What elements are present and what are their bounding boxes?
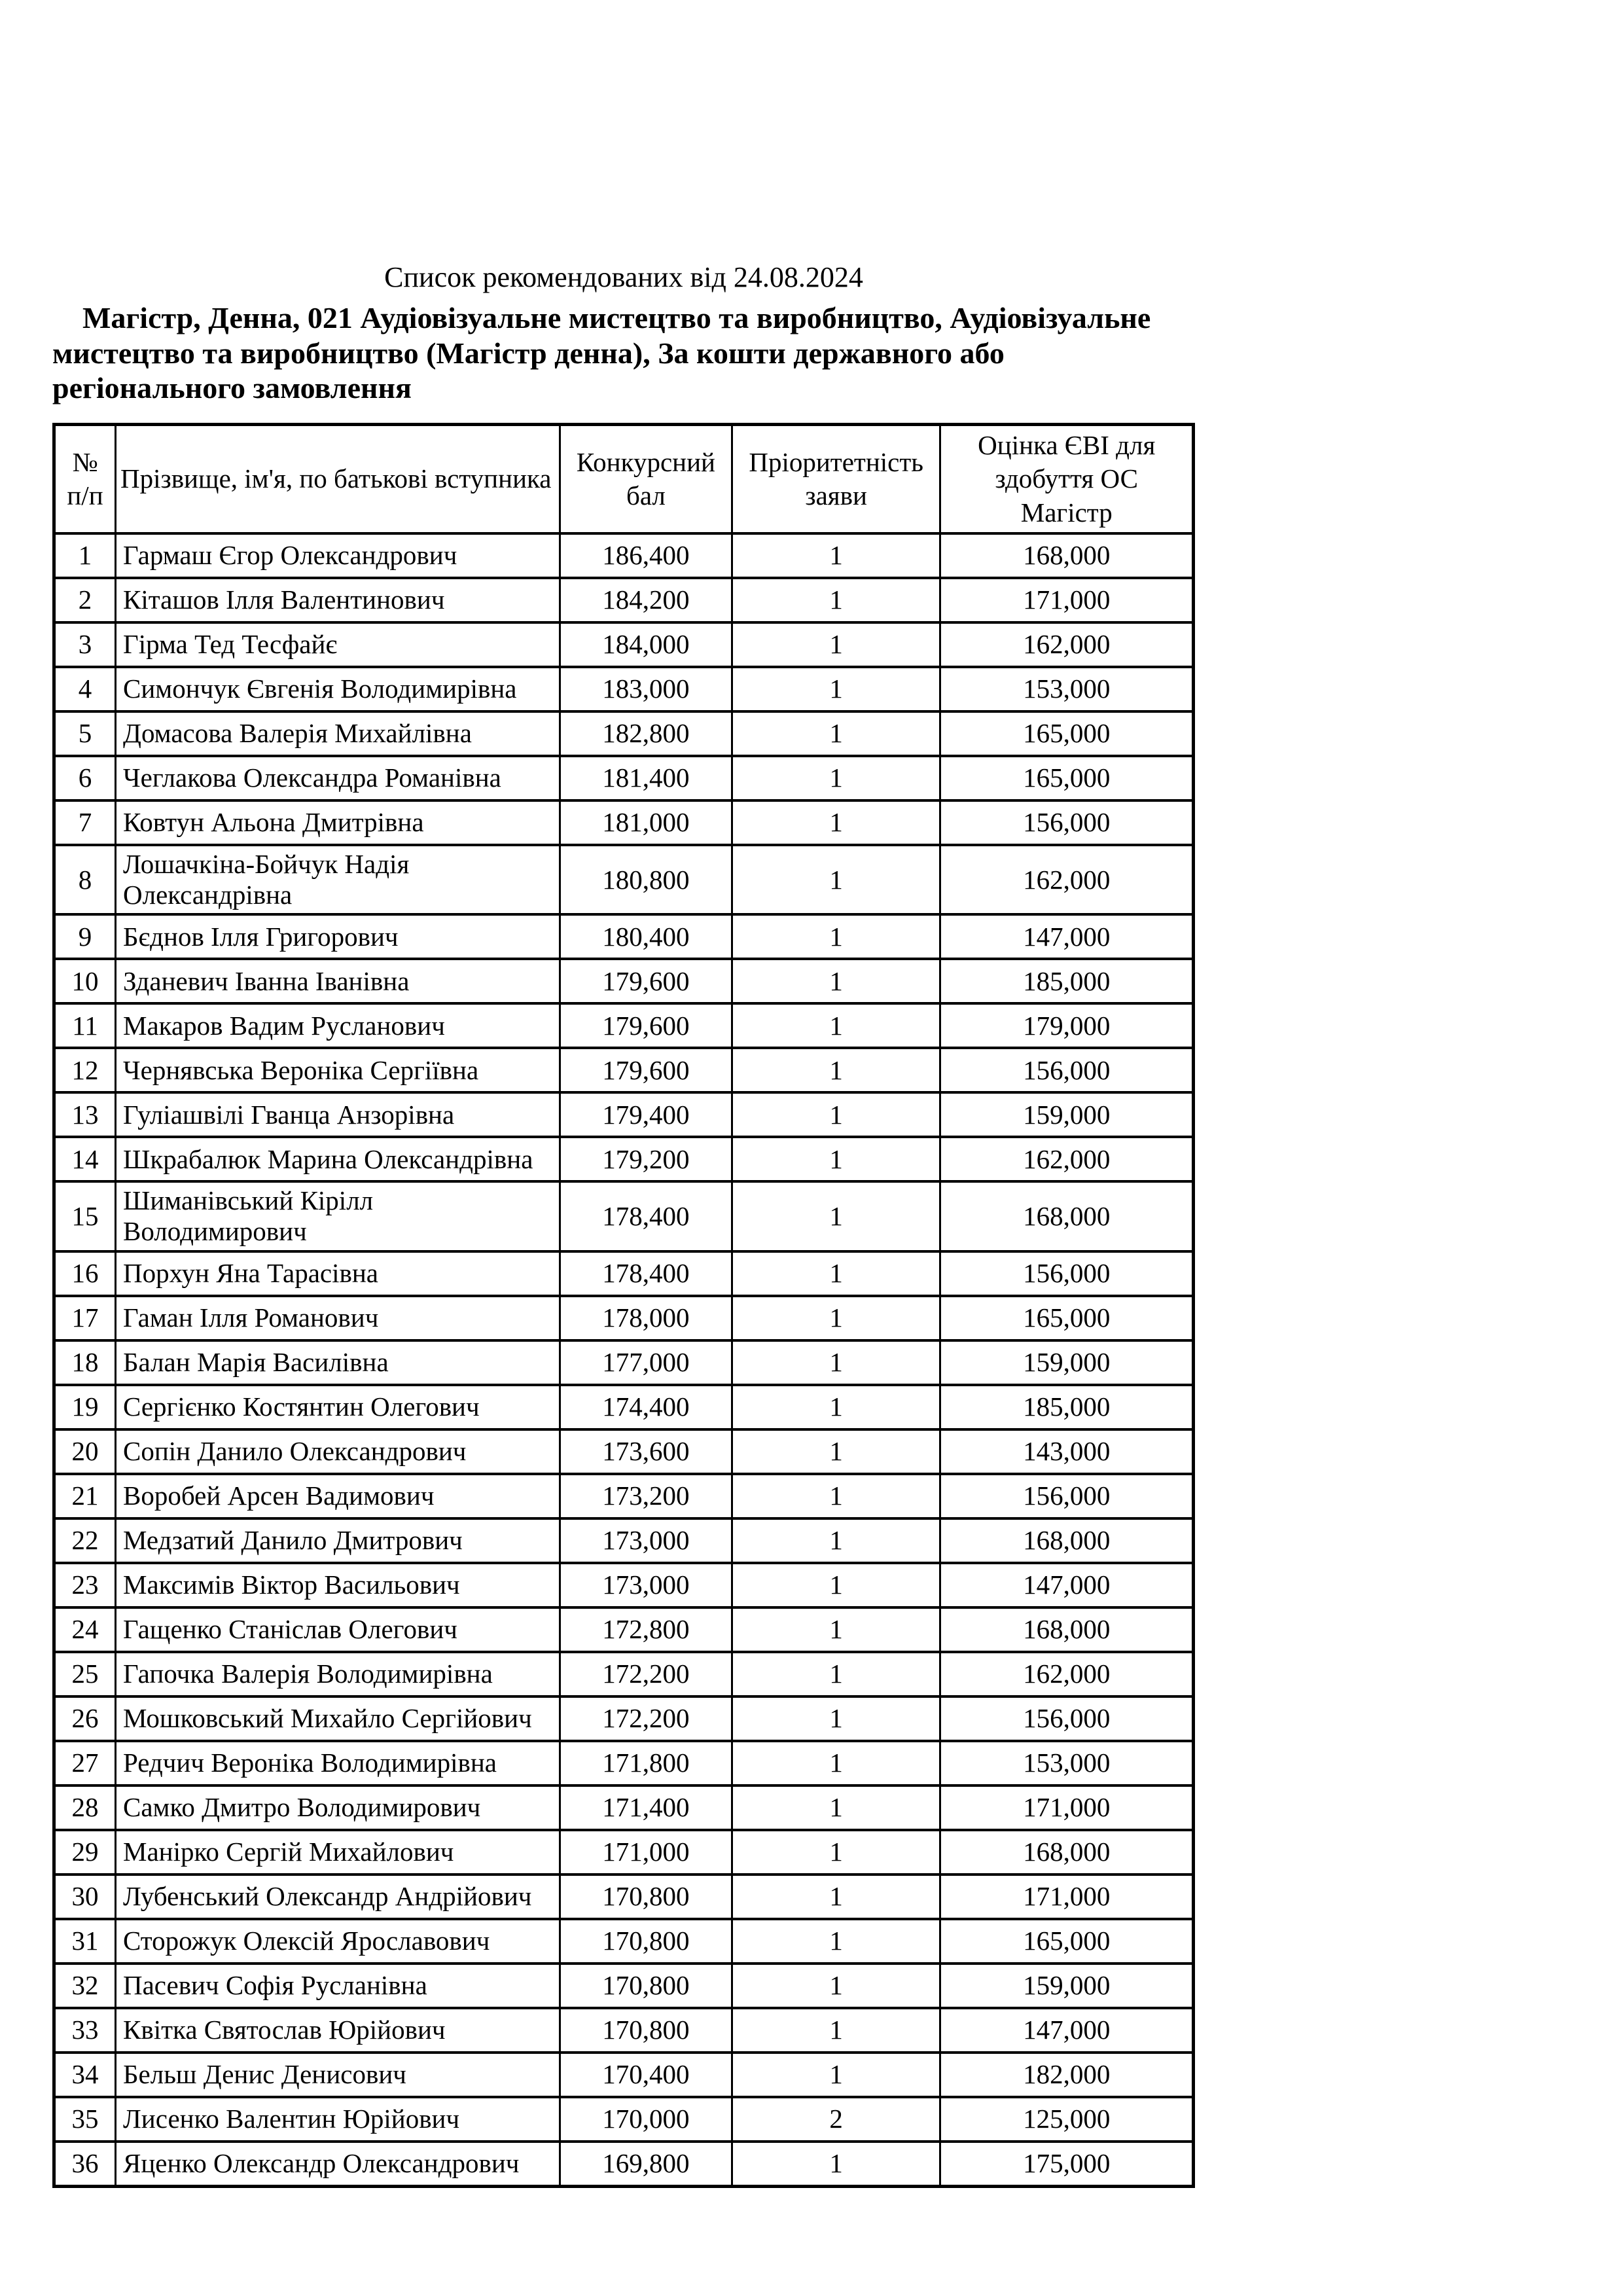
cell-name: Манірко Сергій Михайлович	[116, 1830, 560, 1874]
cell-number: 1	[54, 533, 116, 578]
cell-score: 184,200	[560, 578, 732, 622]
table-row	[54, 667, 1194, 711]
table-row	[54, 622, 1194, 667]
cell-score: 173,200	[560, 1474, 732, 1518]
cell-number: 24	[54, 1607, 116, 1652]
cell-number: 10	[54, 959, 116, 1003]
cell-score: 179,600	[560, 1003, 732, 1048]
cell-number: 17	[54, 1296, 116, 1340]
cell-score: 172,800	[560, 1607, 732, 1652]
page-subtitle: Магістр, Денна, 021 Аудіовізуальне мистецтво та виробництво, Аудіовізуальне мистецтво та виробництво (Магістр денна), За кошти державного або регіонального замовлення	[52, 300, 1151, 405]
cell-evi: 168,000	[940, 533, 1194, 578]
cell-evi: 147,000	[940, 2008, 1194, 2053]
table-row	[54, 1137, 1194, 1181]
cell-evi: 185,000	[940, 1385, 1194, 1429]
cell-number: 8	[54, 845, 116, 914]
table-row	[54, 1251, 1194, 1296]
cell-name: Гірма Тед Тесфайє	[116, 622, 560, 667]
cell-priority: 1	[732, 800, 940, 845]
cell-evi: 147,000	[940, 914, 1194, 959]
table-row	[54, 1696, 1194, 1741]
cell-evi: 156,000	[940, 1474, 1194, 1518]
cell-priority: 1	[732, 1919, 940, 1964]
column-header-name: Прізвище, ім'я, по батькові вступника	[116, 425, 560, 533]
cell-score: 179,200	[560, 1137, 732, 1181]
cell-score: 170,800	[560, 1919, 732, 1964]
cell-evi: 165,000	[940, 756, 1194, 800]
cell-name: Максимів Віктор Васильович	[116, 1563, 560, 1607]
cell-number: 36	[54, 2142, 116, 2187]
cell-priority: 1	[732, 1874, 940, 1919]
cell-priority: 1	[732, 1048, 940, 1092]
cell-name: Домасова Валерія Михайлівна	[116, 711, 560, 756]
cell-name: Мошковський Михайло Сергійович	[116, 1696, 560, 1741]
cell-number: 18	[54, 1340, 116, 1385]
cell-priority: 1	[732, 1429, 940, 1474]
cell-score: 180,800	[560, 845, 732, 914]
cell-score: 179,600	[560, 959, 732, 1003]
cell-name: Гапочка Валерія Володимирівна	[116, 1652, 560, 1696]
cell-priority: 1	[732, 533, 940, 578]
table-row	[54, 756, 1194, 800]
cell-priority: 1	[732, 2008, 940, 2053]
cell-number: 30	[54, 1874, 116, 1919]
cell-evi: 162,000	[940, 1137, 1194, 1181]
cell-evi: 165,000	[940, 1296, 1194, 1340]
cell-number: 15	[54, 1181, 116, 1251]
cell-evi: 162,000	[940, 1652, 1194, 1696]
cell-score: 170,800	[560, 1964, 732, 2008]
cell-name: Квітка Святослав Юрійович	[116, 2008, 560, 2053]
cell-evi: 156,000	[940, 1251, 1194, 1296]
cell-evi: 153,000	[940, 1741, 1194, 1785]
table-row	[54, 1385, 1194, 1429]
cell-score: 178,400	[560, 1251, 732, 1296]
cell-priority: 1	[732, 1964, 940, 2008]
cell-score: 180,400	[560, 914, 732, 959]
cell-score: 170,000	[560, 2097, 732, 2142]
cell-number: 22	[54, 1518, 116, 1563]
cell-number: 9	[54, 914, 116, 959]
cell-score: 183,000	[560, 667, 732, 711]
cell-name: Гуліашвілі Гванца Анзорівна	[116, 1092, 560, 1137]
cell-priority: 1	[732, 1741, 940, 1785]
applicants-table	[52, 423, 1195, 2187]
cell-evi: 171,000	[940, 1874, 1194, 1919]
cell-number: 12	[54, 1048, 116, 1092]
cell-evi: 162,000	[940, 622, 1194, 667]
table-row	[54, 1474, 1194, 1518]
table-row	[54, 533, 1194, 578]
cell-evi: 147,000	[940, 1563, 1194, 1607]
cell-score: 170,400	[560, 2053, 732, 2097]
cell-name: Шкрабалюк Марина Олександрівна	[116, 1137, 560, 1181]
cell-evi: 179,000	[940, 1003, 1194, 1048]
cell-priority: 1	[732, 1251, 940, 1296]
cell-number: 34	[54, 2053, 116, 2097]
table-row	[54, 1181, 1194, 1251]
table-row	[54, 1092, 1194, 1137]
cell-evi: 182,000	[940, 2053, 1194, 2097]
cell-name: Медзатий Данило Дмитрович	[116, 1518, 560, 1563]
cell-number: 16	[54, 1251, 116, 1296]
cell-priority: 1	[732, 1607, 940, 1652]
cell-priority: 1	[732, 1830, 940, 1874]
cell-evi: 156,000	[940, 1048, 1194, 1092]
cell-evi: 171,000	[940, 578, 1194, 622]
table-row	[54, 1429, 1194, 1474]
cell-number: 13	[54, 1092, 116, 1137]
cell-score: 179,400	[560, 1092, 732, 1137]
cell-evi: 143,000	[940, 1429, 1194, 1474]
cell-number: 25	[54, 1652, 116, 1696]
table-row	[54, 1340, 1194, 1385]
cell-score: 172,200	[560, 1696, 732, 1741]
cell-priority: 1	[732, 1296, 940, 1340]
cell-priority: 1	[732, 1785, 940, 1830]
cell-name: Лисенко Валентин Юрійович	[116, 2097, 560, 2142]
table-row	[54, 1964, 1194, 2008]
cell-score: 171,800	[560, 1741, 732, 1785]
cell-number: 20	[54, 1429, 116, 1474]
table-row	[54, 1652, 1194, 1696]
cell-number: 32	[54, 1964, 116, 2008]
cell-score: 178,400	[560, 1181, 732, 1251]
column-header-number: № п/п	[54, 425, 116, 533]
table-row	[54, 800, 1194, 845]
cell-name: Порхун Яна Тарасівна	[116, 1251, 560, 1296]
cell-number: 2	[54, 578, 116, 622]
table-row	[54, 1563, 1194, 1607]
table-row	[54, 1874, 1194, 1919]
table-row	[54, 1919, 1194, 1964]
cell-priority: 1	[732, 1474, 940, 1518]
cell-name: Воробей Арсен Вадимович	[116, 1474, 560, 1518]
cell-name: Чеглакова Олександра Романівна	[116, 756, 560, 800]
page-title: Список рекомендованих від 24.08.2024	[384, 261, 863, 293]
cell-number: 14	[54, 1137, 116, 1181]
cell-priority: 1	[732, 2142, 940, 2187]
cell-priority: 2	[732, 2097, 940, 2142]
cell-evi: 168,000	[940, 1181, 1194, 1251]
cell-name: Макаров Вадим Русланович	[116, 1003, 560, 1048]
cell-name: Самко Дмитро Володимирович	[116, 1785, 560, 1830]
table-row	[54, 1830, 1194, 1874]
table-row	[54, 1048, 1194, 1092]
table-row	[54, 1518, 1194, 1563]
cell-number: 35	[54, 2097, 116, 2142]
table-row	[54, 1785, 1194, 1830]
cell-name: Лошачкіна-Бойчук Надія Олександрівна	[116, 845, 560, 914]
table-row	[54, 959, 1194, 1003]
cell-number: 33	[54, 2008, 116, 2053]
cell-score: 186,400	[560, 533, 732, 578]
cell-name: Лубенський Олександр Андрійович	[116, 1874, 560, 1919]
cell-score: 179,600	[560, 1048, 732, 1092]
cell-name: Шиманівський Кірілл Володимирович	[116, 1181, 560, 1251]
table-row	[54, 578, 1194, 622]
cell-name: Балан Марія Василівна	[116, 1340, 560, 1385]
cell-score: 173,000	[560, 1563, 732, 1607]
cell-priority: 1	[732, 1696, 940, 1741]
column-header-score: Конкурсний бал	[560, 425, 732, 533]
cell-evi: 175,000	[940, 2142, 1194, 2187]
cell-number: 19	[54, 1385, 116, 1429]
table-row	[54, 2008, 1194, 2053]
cell-number: 6	[54, 756, 116, 800]
cell-name: Сергієнко Костянтин Олегович	[116, 1385, 560, 1429]
table-row	[54, 1741, 1194, 1785]
cell-number: 23	[54, 1563, 116, 1607]
cell-name: Зданевич Іванна Іванівна	[116, 959, 560, 1003]
cell-evi: 165,000	[940, 1919, 1194, 1964]
cell-score: 170,800	[560, 1874, 732, 1919]
cell-score: 173,000	[560, 1518, 732, 1563]
cell-name: Пасевич Софія Русланівна	[116, 1964, 560, 2008]
table-row	[54, 2053, 1194, 2097]
cell-number: 31	[54, 1919, 116, 1964]
cell-number: 11	[54, 1003, 116, 1048]
cell-name: Ковтун Альона Дмитрівна	[116, 800, 560, 845]
table-row	[54, 914, 1194, 959]
cell-score: 177,000	[560, 1340, 732, 1385]
cell-score: 181,000	[560, 800, 732, 845]
cell-priority: 1	[732, 1137, 940, 1181]
table-row	[54, 845, 1194, 914]
cell-priority: 1	[732, 711, 940, 756]
cell-priority: 1	[732, 1518, 940, 1563]
cell-score: 184,000	[560, 622, 732, 667]
cell-name: Гармаш Єгор Олександрович	[116, 533, 560, 578]
cell-priority: 1	[732, 2053, 940, 2097]
cell-evi: 168,000	[940, 1607, 1194, 1652]
cell-score: 170,800	[560, 2008, 732, 2053]
cell-priority: 1	[732, 1181, 940, 1251]
cell-number: 26	[54, 1696, 116, 1741]
cell-score: 174,400	[560, 1385, 732, 1429]
cell-priority: 1	[732, 1652, 940, 1696]
column-header-evi: Оцінка ЄВІ для здобуття ОС Магістр	[940, 425, 1194, 533]
cell-name: Бельш Денис Денисович	[116, 2053, 560, 2097]
table-row	[54, 2097, 1194, 2142]
cell-evi: 165,000	[940, 711, 1194, 756]
cell-evi: 159,000	[940, 1340, 1194, 1385]
cell-name: Гаман Ілля Романович	[116, 1296, 560, 1340]
cell-score: 178,000	[560, 1296, 732, 1340]
cell-evi: 168,000	[940, 1830, 1194, 1874]
cell-name: Сопін Данило Олександрович	[116, 1429, 560, 1474]
cell-number: 21	[54, 1474, 116, 1518]
cell-number: 29	[54, 1830, 116, 1874]
cell-priority: 1	[732, 622, 940, 667]
cell-evi: 153,000	[940, 667, 1194, 711]
cell-priority: 1	[732, 1340, 940, 1385]
table-row	[54, 1607, 1194, 1652]
column-header-priority: Пріоритетність заяви	[732, 425, 940, 533]
table-row	[54, 2142, 1194, 2187]
cell-number: 7	[54, 800, 116, 845]
document-content	[52, 260, 1195, 2188]
cell-priority: 1	[732, 1003, 940, 1048]
cell-evi: 156,000	[940, 1696, 1194, 1741]
cell-name: Гащенко Станіслав Олегович	[116, 1607, 560, 1652]
cell-evi: 171,000	[940, 1785, 1194, 1830]
cell-evi: 168,000	[940, 1518, 1194, 1563]
cell-name: Редчич Вероніка Володимирівна	[116, 1741, 560, 1785]
cell-score: 172,200	[560, 1652, 732, 1696]
cell-name: Бєднов Ілля Григорович	[116, 914, 560, 959]
cell-score: 173,600	[560, 1429, 732, 1474]
cell-number: 5	[54, 711, 116, 756]
cell-score: 181,400	[560, 756, 732, 800]
cell-name: Сторожук Олексій Ярославович	[116, 1919, 560, 1964]
cell-priority: 1	[732, 578, 940, 622]
cell-number: 27	[54, 1741, 116, 1785]
cell-evi: 156,000	[940, 800, 1194, 845]
cell-number: 3	[54, 622, 116, 667]
cell-score: 171,000	[560, 1830, 732, 1874]
cell-priority: 1	[732, 667, 940, 711]
cell-name: Кіташов Ілля Валентинович	[116, 578, 560, 622]
cell-priority: 1	[732, 1385, 940, 1429]
cell-priority: 1	[732, 914, 940, 959]
cell-priority: 1	[732, 845, 940, 914]
cell-priority: 1	[732, 1563, 940, 1607]
cell-evi: 185,000	[940, 959, 1194, 1003]
table-header	[54, 425, 1194, 533]
cell-priority: 1	[732, 1092, 940, 1137]
table-row	[54, 1003, 1194, 1048]
table-header-row	[54, 425, 1194, 533]
cell-evi: 159,000	[940, 1092, 1194, 1137]
cell-priority: 1	[732, 756, 940, 800]
cell-priority: 1	[732, 959, 940, 1003]
table-row	[54, 711, 1194, 756]
cell-number: 4	[54, 667, 116, 711]
cell-number: 28	[54, 1785, 116, 1830]
cell-name: Чернявська Вероніка Сергіївна	[116, 1048, 560, 1092]
cell-score: 182,800	[560, 711, 732, 756]
cell-evi: 162,000	[940, 845, 1194, 914]
cell-evi: 159,000	[940, 1964, 1194, 2008]
table-row	[54, 1296, 1194, 1340]
cell-score: 169,800	[560, 2142, 732, 2187]
cell-name: Симончук Євгенія Володимирівна	[116, 667, 560, 711]
cell-score: 171,400	[560, 1785, 732, 1830]
cell-evi: 125,000	[940, 2097, 1194, 2142]
cell-name: Яценко Олександр Олександрович	[116, 2142, 560, 2187]
table-body	[54, 533, 1194, 2186]
